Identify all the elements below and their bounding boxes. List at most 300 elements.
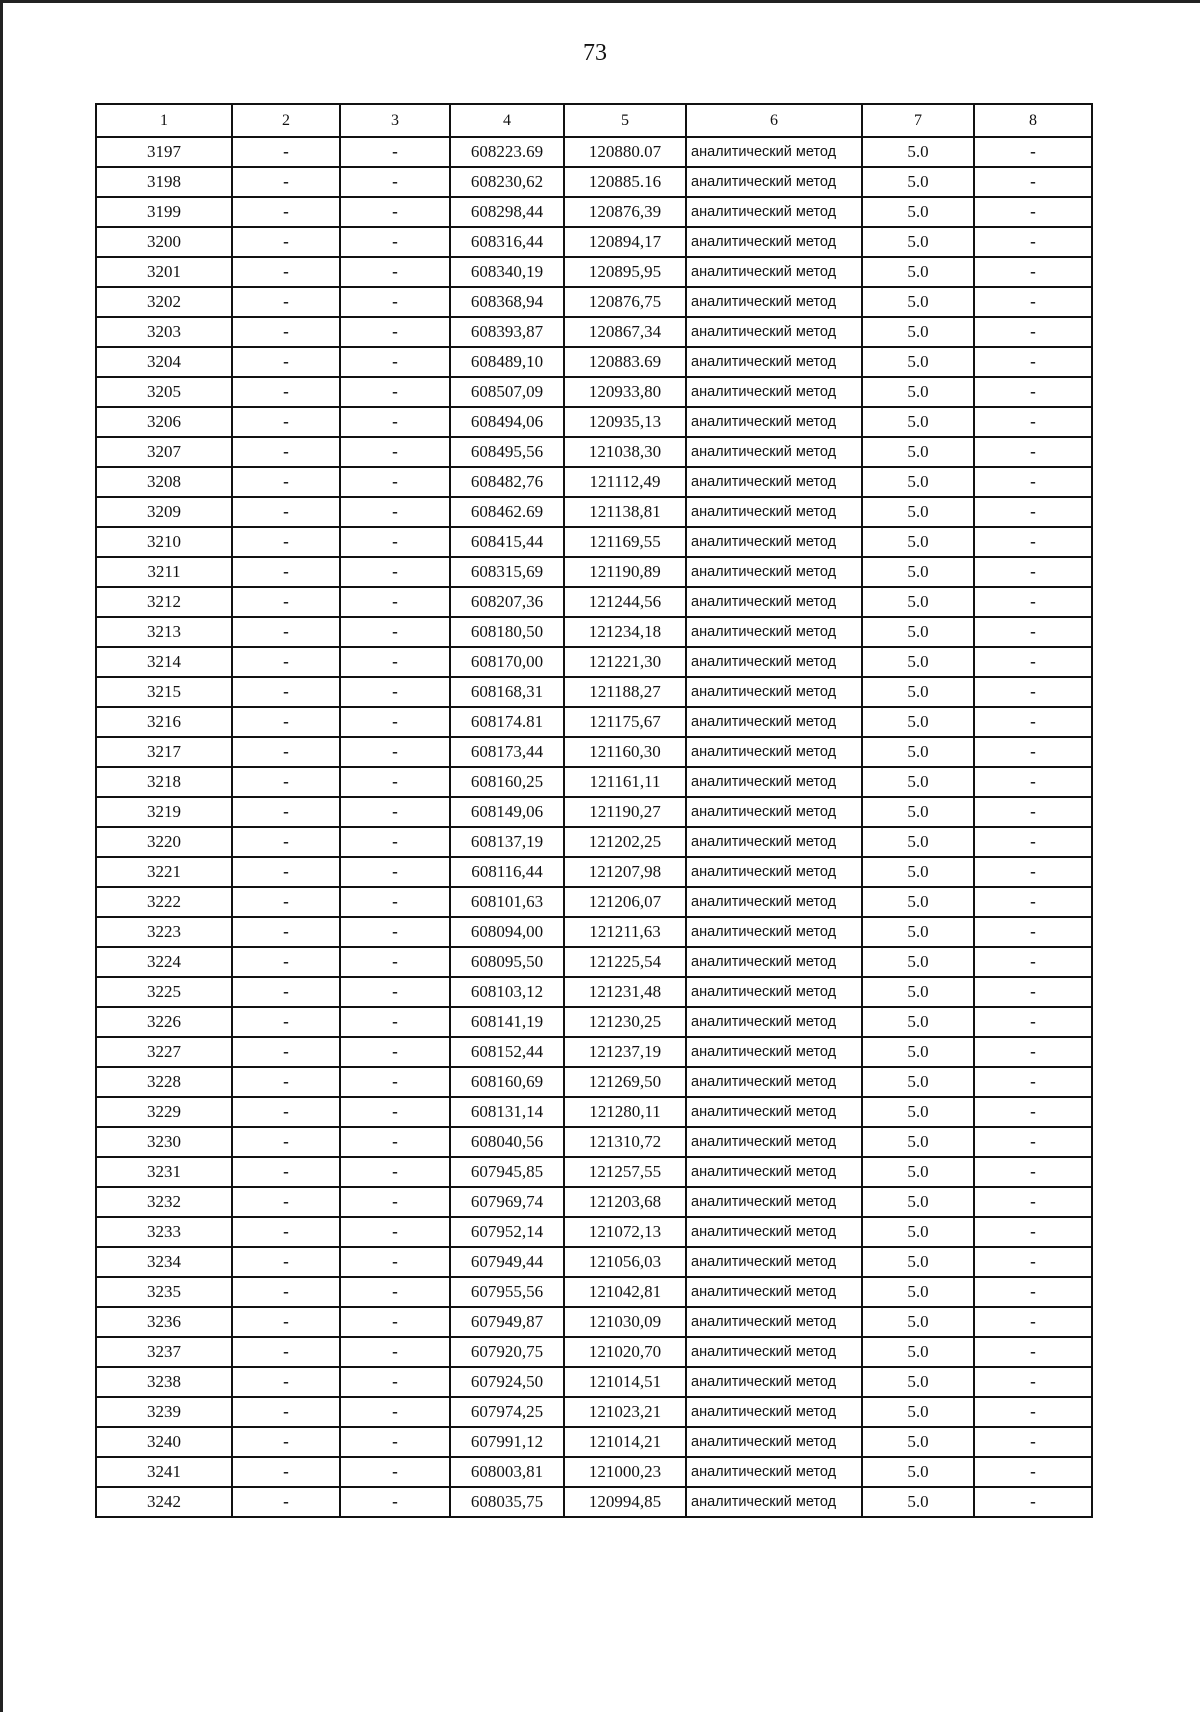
- col3-cell: -: [340, 527, 450, 557]
- point-number-cell: 3214: [96, 647, 232, 677]
- method-cell: аналитический метод: [686, 827, 862, 857]
- point-number-cell: 3221: [96, 857, 232, 887]
- col2-cell: -: [232, 1157, 340, 1187]
- y-coordinate-cell: 121161,11: [564, 767, 686, 797]
- x-coordinate-cell: 608223.69: [450, 137, 564, 167]
- col3-cell: -: [340, 317, 450, 347]
- method-cell: аналитический метод: [686, 587, 862, 617]
- accuracy-cell: 5.0: [862, 977, 974, 1007]
- table-row: [96, 1067, 1092, 1097]
- method-cell: аналитический метод: [686, 947, 862, 977]
- accuracy-cell: 5.0: [862, 707, 974, 737]
- col2-cell: -: [232, 557, 340, 587]
- method-cell: аналитический метод: [686, 707, 862, 737]
- x-coordinate-cell: 608095,50: [450, 947, 564, 977]
- col3-cell: -: [340, 437, 450, 467]
- col3-cell: -: [340, 1097, 450, 1127]
- x-coordinate-cell: 608003,81: [450, 1457, 564, 1487]
- col2-cell: -: [232, 857, 340, 887]
- accuracy-cell: 5.0: [862, 1187, 974, 1217]
- accuracy-cell: 5.0: [862, 1217, 974, 1247]
- method-cell: аналитический метод: [686, 437, 862, 467]
- col3-cell: -: [340, 497, 450, 527]
- x-coordinate-cell: 607924,50: [450, 1367, 564, 1397]
- col8-cell: -: [974, 1127, 1092, 1157]
- col2-cell: -: [232, 1337, 340, 1367]
- point-number-cell: 3201: [96, 257, 232, 287]
- col3-cell: -: [340, 707, 450, 737]
- point-number-cell: 3227: [96, 1037, 232, 1067]
- method-cell: аналитический метод: [686, 1007, 862, 1037]
- column-header: 7: [862, 104, 974, 137]
- y-coordinate-cell: 121020,70: [564, 1337, 686, 1367]
- x-coordinate-cell: 608152,44: [450, 1037, 564, 1067]
- col2-cell: -: [232, 977, 340, 1007]
- point-number-cell: 3233: [96, 1217, 232, 1247]
- point-number-cell: 3213: [96, 617, 232, 647]
- accuracy-cell: 5.0: [862, 767, 974, 797]
- table-row: [96, 737, 1092, 767]
- y-coordinate-cell: 120867,34: [564, 317, 686, 347]
- x-coordinate-cell: 607920,75: [450, 1337, 564, 1367]
- point-number-cell: 3226: [96, 1007, 232, 1037]
- col2-cell: -: [232, 737, 340, 767]
- accuracy-cell: 5.0: [862, 1097, 974, 1127]
- col8-cell: -: [974, 1007, 1092, 1037]
- point-number-cell: 3215: [96, 677, 232, 707]
- accuracy-cell: 5.0: [862, 467, 974, 497]
- table-row: [96, 197, 1092, 227]
- x-coordinate-cell: 607991,12: [450, 1427, 564, 1457]
- col3-cell: -: [340, 1277, 450, 1307]
- col8-cell: -: [974, 1247, 1092, 1277]
- table-row: [96, 1487, 1092, 1517]
- col2-cell: -: [232, 917, 340, 947]
- col8-cell: -: [974, 347, 1092, 377]
- col2-cell: -: [232, 467, 340, 497]
- x-coordinate-cell: 608495,56: [450, 437, 564, 467]
- y-coordinate-cell: 121211,63: [564, 917, 686, 947]
- x-coordinate-cell: 608168,31: [450, 677, 564, 707]
- col2-cell: -: [232, 1187, 340, 1217]
- page-number: 73: [583, 40, 607, 66]
- accuracy-cell: 5.0: [862, 917, 974, 947]
- col2-cell: -: [232, 257, 340, 287]
- col8-cell: -: [974, 1187, 1092, 1217]
- col3-cell: -: [340, 977, 450, 1007]
- point-number-cell: 3199: [96, 197, 232, 227]
- col2-cell: -: [232, 197, 340, 227]
- column-header: 6: [686, 104, 862, 137]
- point-number-cell: 3224: [96, 947, 232, 977]
- point-number-cell: 3207: [96, 437, 232, 467]
- col3-cell: -: [340, 467, 450, 497]
- method-cell: аналитический метод: [686, 167, 862, 197]
- method-cell: аналитический метод: [686, 1427, 862, 1457]
- col8-cell: -: [974, 317, 1092, 347]
- method-cell: аналитический метод: [686, 617, 862, 647]
- col8-cell: -: [974, 137, 1092, 167]
- point-number-cell: 3211: [96, 557, 232, 587]
- y-coordinate-cell: 121169,55: [564, 527, 686, 557]
- col3-cell: -: [340, 1067, 450, 1097]
- x-coordinate-cell: 608462.69: [450, 497, 564, 527]
- table-row: [96, 1037, 1092, 1067]
- col3-cell: -: [340, 647, 450, 677]
- col2-cell: -: [232, 167, 340, 197]
- table-header-row: [96, 104, 1092, 137]
- accuracy-cell: 5.0: [862, 1307, 974, 1337]
- accuracy-cell: 5.0: [862, 437, 974, 467]
- column-header: 4: [450, 104, 564, 137]
- method-cell: аналитический метод: [686, 317, 862, 347]
- y-coordinate-cell: 121225,54: [564, 947, 686, 977]
- x-coordinate-cell: 608393,87: [450, 317, 564, 347]
- table-row: [96, 1307, 1092, 1337]
- table-row: [96, 1097, 1092, 1127]
- col8-cell: -: [974, 1337, 1092, 1367]
- col3-cell: -: [340, 347, 450, 377]
- method-cell: аналитический метод: [686, 257, 862, 287]
- x-coordinate-cell: 608489,10: [450, 347, 564, 377]
- point-number-cell: 3216: [96, 707, 232, 737]
- table-row: [96, 1277, 1092, 1307]
- accuracy-cell: 5.0: [862, 1457, 974, 1487]
- col8-cell: -: [974, 227, 1092, 257]
- accuracy-cell: 5.0: [862, 1007, 974, 1037]
- y-coordinate-cell: 121042,81: [564, 1277, 686, 1307]
- method-cell: аналитический метод: [686, 1487, 862, 1517]
- col2-cell: -: [232, 377, 340, 407]
- y-coordinate-cell: 121206,07: [564, 887, 686, 917]
- col2-cell: -: [232, 1277, 340, 1307]
- y-coordinate-cell: 120876,39: [564, 197, 686, 227]
- accuracy-cell: 5.0: [862, 1337, 974, 1367]
- accuracy-cell: 5.0: [862, 407, 974, 437]
- col3-cell: -: [340, 167, 450, 197]
- x-coordinate-cell: 608101,63: [450, 887, 564, 917]
- y-coordinate-cell: 121237,19: [564, 1037, 686, 1067]
- table-row: [96, 977, 1092, 1007]
- accuracy-cell: 5.0: [862, 1157, 974, 1187]
- accuracy-cell: 5.0: [862, 1247, 974, 1277]
- y-coordinate-cell: 121014,21: [564, 1427, 686, 1457]
- y-coordinate-cell: 121257,55: [564, 1157, 686, 1187]
- x-coordinate-cell: 608170,00: [450, 647, 564, 677]
- col8-cell: -: [974, 1037, 1092, 1067]
- col3-cell: -: [340, 677, 450, 707]
- coordinates-table: [95, 103, 1093, 1518]
- scan-edge-top: [0, 0, 1200, 3]
- point-number-cell: 3197: [96, 137, 232, 167]
- column-header: 2: [232, 104, 340, 137]
- point-number-cell: 3220: [96, 827, 232, 857]
- point-number-cell: 3237: [96, 1337, 232, 1367]
- col8-cell: -: [974, 437, 1092, 467]
- y-coordinate-cell: 121000,23: [564, 1457, 686, 1487]
- table-row: [96, 1157, 1092, 1187]
- col3-cell: -: [340, 1427, 450, 1457]
- col3-cell: -: [340, 557, 450, 587]
- method-cell: аналитический метод: [686, 1127, 862, 1157]
- x-coordinate-cell: 608137,19: [450, 827, 564, 857]
- table-row: [96, 647, 1092, 677]
- method-cell: аналитический метод: [686, 1037, 862, 1067]
- col8-cell: -: [974, 497, 1092, 527]
- y-coordinate-cell: 121188,27: [564, 677, 686, 707]
- point-number-cell: 3228: [96, 1067, 232, 1097]
- y-coordinate-cell: 121175,67: [564, 707, 686, 737]
- method-cell: аналитический метод: [686, 737, 862, 767]
- table-row: [96, 587, 1092, 617]
- x-coordinate-cell: 608340,19: [450, 257, 564, 287]
- y-coordinate-cell: 121231,48: [564, 977, 686, 1007]
- x-coordinate-cell: 608368,94: [450, 287, 564, 317]
- point-number-cell: 3242: [96, 1487, 232, 1517]
- point-number-cell: 3219: [96, 797, 232, 827]
- col8-cell: -: [974, 1217, 1092, 1247]
- table-row: [96, 1457, 1092, 1487]
- y-coordinate-cell: 121072,13: [564, 1217, 686, 1247]
- method-cell: аналитический метод: [686, 977, 862, 1007]
- col8-cell: -: [974, 947, 1092, 977]
- x-coordinate-cell: 608230,62: [450, 167, 564, 197]
- col2-cell: -: [232, 317, 340, 347]
- table-row: [96, 617, 1092, 647]
- col8-cell: -: [974, 977, 1092, 1007]
- method-cell: аналитический метод: [686, 1157, 862, 1187]
- point-number-cell: 3222: [96, 887, 232, 917]
- col3-cell: -: [340, 1397, 450, 1427]
- table-row: [96, 527, 1092, 557]
- method-cell: аналитический метод: [686, 857, 862, 887]
- col8-cell: -: [974, 257, 1092, 287]
- y-coordinate-cell: 120994,85: [564, 1487, 686, 1517]
- col8-cell: -: [974, 1487, 1092, 1517]
- col3-cell: -: [340, 1187, 450, 1217]
- x-coordinate-cell: 608315,69: [450, 557, 564, 587]
- y-coordinate-cell: 121221,30: [564, 647, 686, 677]
- method-cell: аналитический метод: [686, 647, 862, 677]
- col2-cell: -: [232, 827, 340, 857]
- point-number-cell: 3206: [96, 407, 232, 437]
- col2-cell: -: [232, 887, 340, 917]
- y-coordinate-cell: 121138,81: [564, 497, 686, 527]
- method-cell: аналитический метод: [686, 347, 862, 377]
- table-row: [96, 1247, 1092, 1277]
- point-number-cell: 3230: [96, 1127, 232, 1157]
- method-cell: аналитический метод: [686, 1367, 862, 1397]
- y-coordinate-cell: 121160,30: [564, 737, 686, 767]
- table-row: [96, 827, 1092, 857]
- y-coordinate-cell: 121280,11: [564, 1097, 686, 1127]
- col3-cell: -: [340, 857, 450, 887]
- x-coordinate-cell: 608482,76: [450, 467, 564, 497]
- accuracy-cell: 5.0: [862, 197, 974, 227]
- x-coordinate-cell: 607974,25: [450, 1397, 564, 1427]
- table-row: [96, 1427, 1092, 1457]
- point-number-cell: 3208: [96, 467, 232, 497]
- table-row: [96, 857, 1092, 887]
- col8-cell: -: [974, 857, 1092, 887]
- y-coordinate-cell: 121190,89: [564, 557, 686, 587]
- col8-cell: -: [974, 1097, 1092, 1127]
- col8-cell: -: [974, 887, 1092, 917]
- x-coordinate-cell: 608141,19: [450, 1007, 564, 1037]
- col2-cell: -: [232, 1397, 340, 1427]
- accuracy-cell: 5.0: [862, 347, 974, 377]
- point-number-cell: 3204: [96, 347, 232, 377]
- point-number-cell: 3210: [96, 527, 232, 557]
- col8-cell: -: [974, 1067, 1092, 1097]
- accuracy-cell: 5.0: [862, 1487, 974, 1517]
- accuracy-cell: 5.0: [862, 227, 974, 257]
- table-body: [96, 137, 1092, 1517]
- col2-cell: -: [232, 1367, 340, 1397]
- col8-cell: -: [974, 1397, 1092, 1427]
- table-row: [96, 347, 1092, 377]
- point-number-cell: 3234: [96, 1247, 232, 1277]
- accuracy-cell: 5.0: [862, 797, 974, 827]
- col2-cell: -: [232, 617, 340, 647]
- table-row: [96, 557, 1092, 587]
- x-coordinate-cell: 608160,25: [450, 767, 564, 797]
- col2-cell: -: [232, 1217, 340, 1247]
- col3-cell: -: [340, 1157, 450, 1187]
- y-coordinate-cell: 121112,49: [564, 467, 686, 497]
- col3-cell: -: [340, 1457, 450, 1487]
- col8-cell: -: [974, 527, 1092, 557]
- point-number-cell: 3212: [96, 587, 232, 617]
- accuracy-cell: 5.0: [862, 1037, 974, 1067]
- method-cell: аналитический метод: [686, 287, 862, 317]
- col2-cell: -: [232, 797, 340, 827]
- point-number-cell: 3223: [96, 917, 232, 947]
- method-cell: аналитический метод: [686, 1217, 862, 1247]
- method-cell: аналитический метод: [686, 467, 862, 497]
- table-row: [96, 947, 1092, 977]
- point-number-cell: 3232: [96, 1187, 232, 1217]
- x-coordinate-cell: 608507,09: [450, 377, 564, 407]
- col8-cell: -: [974, 377, 1092, 407]
- y-coordinate-cell: 120895,95: [564, 257, 686, 287]
- table-row: [96, 227, 1092, 257]
- table-row: [96, 257, 1092, 287]
- x-coordinate-cell: 608131,14: [450, 1097, 564, 1127]
- y-coordinate-cell: 121202,25: [564, 827, 686, 857]
- col3-cell: -: [340, 407, 450, 437]
- col3-cell: -: [340, 1127, 450, 1157]
- table-row: [96, 467, 1092, 497]
- method-cell: аналитический метод: [686, 407, 862, 437]
- accuracy-cell: 5.0: [862, 677, 974, 707]
- col2-cell: -: [232, 1127, 340, 1157]
- table-row: [96, 1007, 1092, 1037]
- point-number-cell: 3229: [96, 1097, 232, 1127]
- accuracy-cell: 5.0: [862, 137, 974, 167]
- x-coordinate-cell: 608180,50: [450, 617, 564, 647]
- x-coordinate-cell: 608035,75: [450, 1487, 564, 1517]
- column-header: 3: [340, 104, 450, 137]
- method-cell: аналитический метод: [686, 917, 862, 947]
- col3-cell: -: [340, 1247, 450, 1277]
- accuracy-cell: 5.0: [862, 557, 974, 587]
- col8-cell: -: [974, 197, 1092, 227]
- y-coordinate-cell: 121269,50: [564, 1067, 686, 1097]
- y-coordinate-cell: 120883.69: [564, 347, 686, 377]
- point-number-cell: 3240: [96, 1427, 232, 1457]
- column-header: 8: [974, 104, 1092, 137]
- col2-cell: -: [232, 1487, 340, 1517]
- method-cell: аналитический метод: [686, 1097, 862, 1127]
- col2-cell: -: [232, 677, 340, 707]
- col3-cell: -: [340, 1307, 450, 1337]
- col3-cell: -: [340, 1367, 450, 1397]
- table-row: [96, 437, 1092, 467]
- col3-cell: -: [340, 227, 450, 257]
- col2-cell: -: [232, 1427, 340, 1457]
- col3-cell: -: [340, 587, 450, 617]
- table-row: [96, 167, 1092, 197]
- y-coordinate-cell: 121207,98: [564, 857, 686, 887]
- method-cell: аналитический метод: [686, 197, 862, 227]
- col3-cell: -: [340, 1337, 450, 1367]
- point-number-cell: 3239: [96, 1397, 232, 1427]
- col8-cell: -: [974, 1427, 1092, 1457]
- col8-cell: -: [974, 407, 1092, 437]
- method-cell: аналитический метод: [686, 527, 862, 557]
- point-number-cell: 3225: [96, 977, 232, 1007]
- col8-cell: -: [974, 677, 1092, 707]
- accuracy-cell: 5.0: [862, 1127, 974, 1157]
- table-row: [96, 767, 1092, 797]
- col8-cell: -: [974, 1367, 1092, 1397]
- method-cell: аналитический метод: [686, 887, 862, 917]
- accuracy-cell: 5.0: [862, 857, 974, 887]
- col8-cell: -: [974, 1457, 1092, 1487]
- point-number-cell: 3235: [96, 1277, 232, 1307]
- y-coordinate-cell: 121014,51: [564, 1367, 686, 1397]
- table-row: [96, 497, 1092, 527]
- x-coordinate-cell: 608040,56: [450, 1127, 564, 1157]
- x-coordinate-cell: 608174.81: [450, 707, 564, 737]
- x-coordinate-cell: 608149,06: [450, 797, 564, 827]
- col8-cell: -: [974, 557, 1092, 587]
- x-coordinate-cell: 607969,74: [450, 1187, 564, 1217]
- col3-cell: -: [340, 947, 450, 977]
- col8-cell: -: [974, 827, 1092, 857]
- x-coordinate-cell: 608316,44: [450, 227, 564, 257]
- point-number-cell: 3205: [96, 377, 232, 407]
- col2-cell: -: [232, 1457, 340, 1487]
- table-row: [96, 407, 1092, 437]
- col3-cell: -: [340, 767, 450, 797]
- y-coordinate-cell: 121203,68: [564, 1187, 686, 1217]
- accuracy-cell: 5.0: [862, 1067, 974, 1097]
- x-coordinate-cell: 607955,56: [450, 1277, 564, 1307]
- accuracy-cell: 5.0: [862, 377, 974, 407]
- col3-cell: -: [340, 737, 450, 767]
- x-coordinate-cell: 608160,69: [450, 1067, 564, 1097]
- col8-cell: -: [974, 1307, 1092, 1337]
- col2-cell: -: [232, 1097, 340, 1127]
- y-coordinate-cell: 120885.16: [564, 167, 686, 197]
- x-coordinate-cell: 608494,06: [450, 407, 564, 437]
- table-row: [96, 1397, 1092, 1427]
- col2-cell: -: [232, 707, 340, 737]
- method-cell: аналитический метод: [686, 797, 862, 827]
- x-coordinate-cell: 607952,14: [450, 1217, 564, 1247]
